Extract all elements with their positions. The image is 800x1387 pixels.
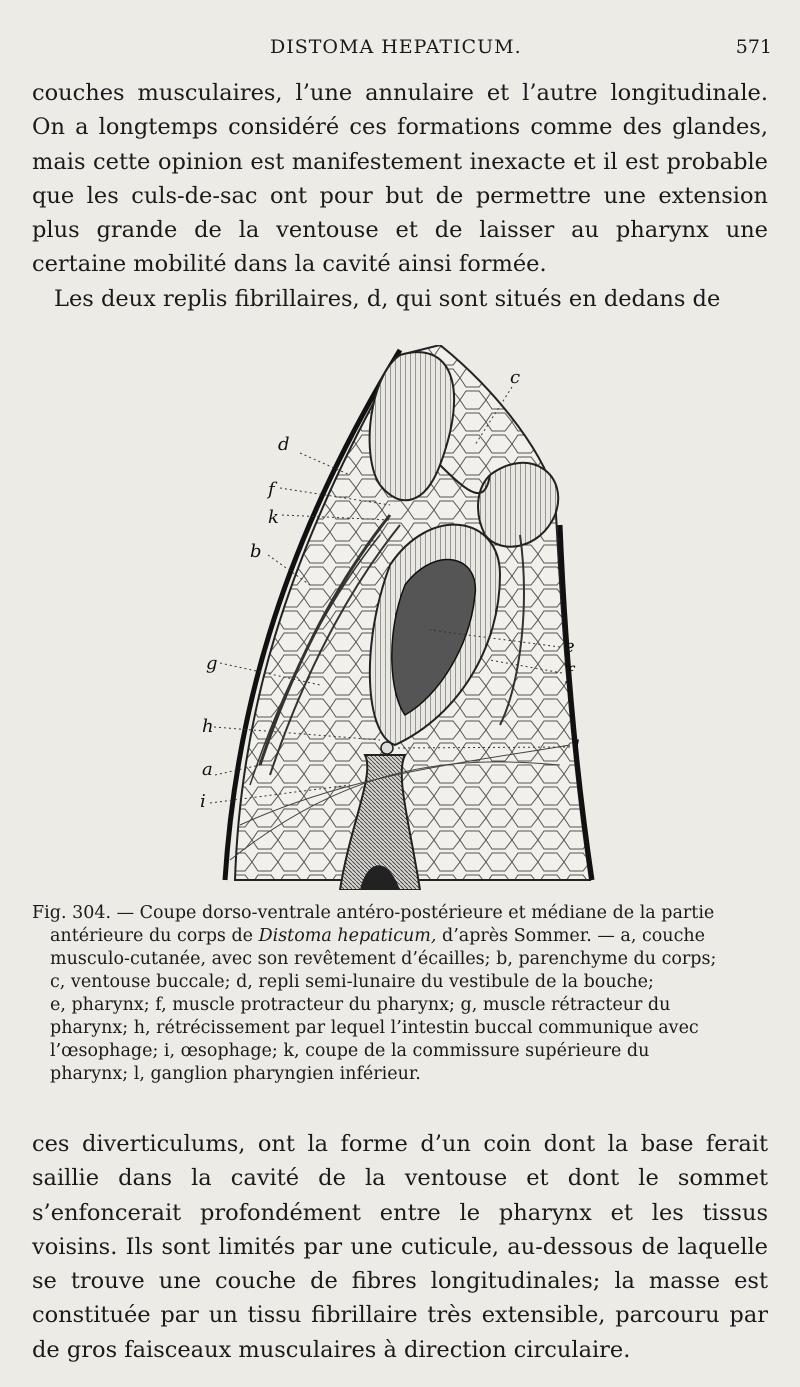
- figure-label-c: c: [510, 367, 521, 388]
- bottom-text-block: [32, 1127, 768, 1367]
- figure-label-d: d: [278, 434, 290, 455]
- figure-label-f-left: f: [268, 479, 275, 500]
- top-text-block: [32, 76, 768, 316]
- paragraph-diverticulums: ces diverticulums, ont la forme d’un coin dont la base ferait saillie dans la cavité de la ventouse et dont le sommet s’enfoncerait profondément entre le pharynx et les tissus voisins. Ils sont limités par une cuticule, au-dessous de laquelle se trouve une couche de fibres longitudinales; la masse est constituée par un tissu fibrillaire très extensible, parcouru par de gros faisceaux musculaires à direction circulaire.: [32, 1131, 768, 1363]
- figure-label-l: l: [574, 737, 580, 758]
- paragraph-replis: Les deux replis fibrillaires, d, qui sont situés en dedans de: [54, 285, 721, 312]
- figure-label-e: e: [564, 636, 575, 657]
- caption-line: musculo-cutanée, avec son revêtement d’écailles; b, parenchyme du corps;: [50, 949, 717, 969]
- figure-caption: [32, 902, 762, 1086]
- paragraph-continuation: couches musculaires, l’une annulaire et l’autre longitudinale. On a longtemps considéré ces formations comme des glandes, mais cette opinion est manifestement inexacte et il est probable que les culs-de-sac ont pour but de permettre une extension plus grande de la ventouse et de laisser au pharynx une certaine mobilité dans la cavité ainsi formée.: [32, 80, 768, 278]
- figure-label-a: a: [202, 759, 213, 780]
- caption-line: pharynx; l, ganglion pharyngien inférieur.: [50, 1064, 421, 1084]
- figure-illustration: [200, 345, 600, 890]
- caption-line: e, pharynx; f, muscle protracteur du pharynx; g, muscle rétracteur du: [50, 995, 671, 1015]
- caption-line: Fig. 304. — Coupe dorso-ventrale antéro-postérieure et médiane de la partie: [32, 903, 715, 923]
- running-header: DISTOMA HEPATICUM.: [270, 36, 522, 58]
- figure-label-b: b: [250, 541, 262, 562]
- figure-label-k: k: [268, 507, 279, 528]
- figure-label-g: g: [206, 653, 218, 674]
- page-number: 571: [735, 36, 772, 58]
- anatomical-figure: [200, 345, 600, 890]
- figure-label-f-right: f: [566, 663, 573, 684]
- caption-line: antérieure du corps de Distoma hepaticum, d’après Sommer. — a, couche: [50, 926, 705, 946]
- caption-line: l’œsophage; i, œsophage; k, coupe de la commissure supérieure du: [50, 1041, 650, 1061]
- species-name: Distoma hepaticum,: [258, 926, 437, 946]
- figure-label-h: h: [202, 716, 214, 737]
- caption-line: pharynx; h, rétrécissement par lequel l’intestin buccal communique avec: [50, 1018, 699, 1038]
- caption-line: c, ventouse buccale; d, repli semi-lunaire du vestibule de la bouche;: [50, 972, 654, 992]
- figure-label-i: i: [200, 791, 206, 812]
